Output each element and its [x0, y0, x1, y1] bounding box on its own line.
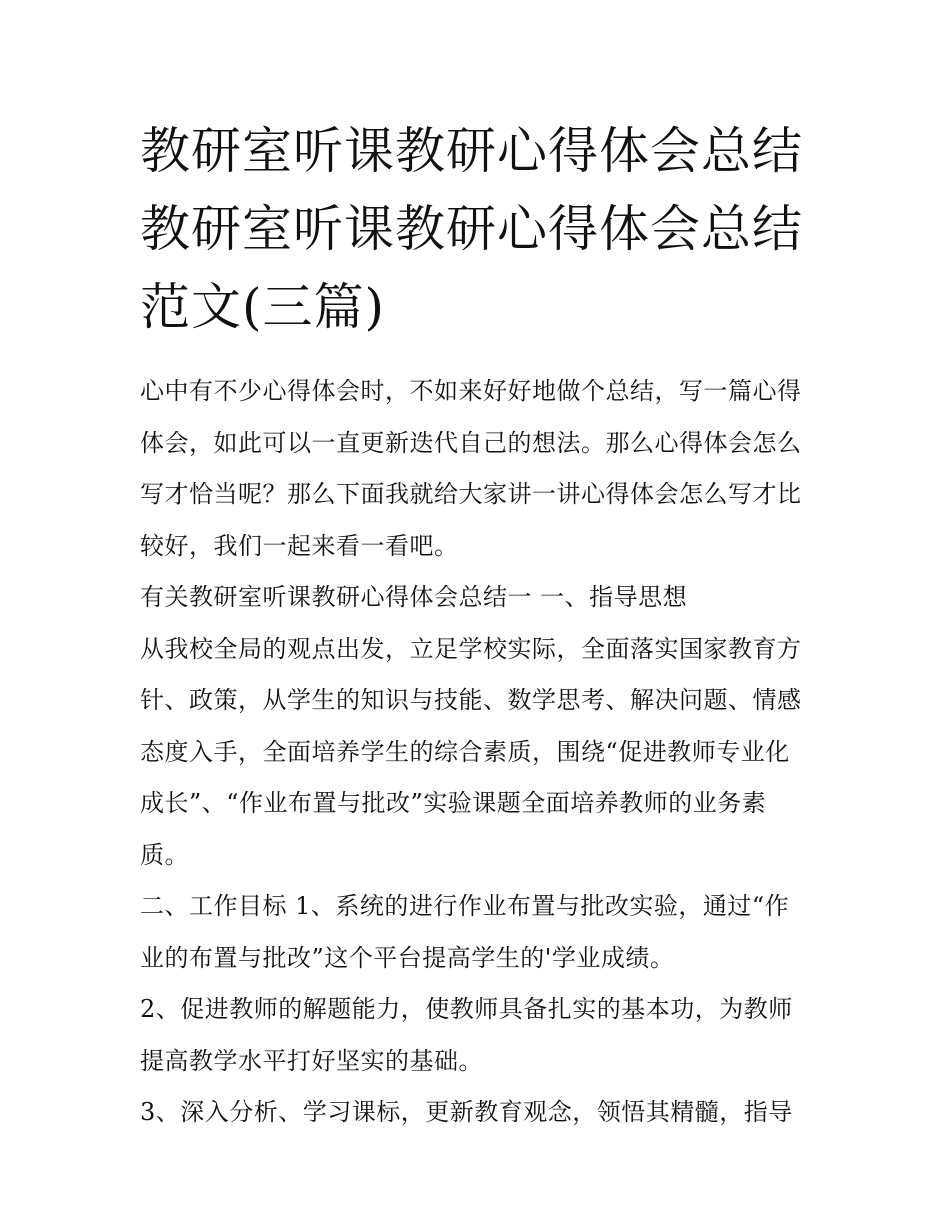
title-line: 范文(三篇) [140, 278, 386, 336]
body-line: 从我校全局的观点出发，立足学校实际，全面落实国家教育方 [140, 634, 802, 663]
body-line: 针、政策，从学生的知识与技能、数学思考、解决问题、情感 [140, 686, 802, 714]
body-line: 态度入手，全面培养学生的综合素质，围绕“促进教师专业化 [140, 737, 790, 766]
body-line: 成长”、“作业布置与批改”实验课题全面培养教师的业务素 [140, 789, 767, 817]
section-heading: 有关教研室听课教研心得体会总结一 一、指导思想 [140, 583, 688, 611]
body-line: 写才恰当呢？那么下面我就给大家讲一讲心得体会怎么写才比 [140, 480, 802, 508]
body-line: 3、深入分析、学习课标，更新教育观念，领悟其精髓，指导 [140, 1098, 793, 1126]
title-line: 教研室听课教研心得体会总结 [140, 122, 803, 180]
body-line: 心中有不少心得体会时，不如来好好地做个总结，写一篇心得 [140, 377, 802, 405]
body-line: 较好，我们一起来看一看吧。 [140, 531, 459, 560]
title-line: 教研室听课教研心得体会总结 [140, 200, 803, 258]
body-line: 质。 [140, 840, 189, 869]
body-line: 2、促进教师的解题能力，使教师具备扎实的基本功，为教师 [140, 995, 793, 1023]
body-line: 提高教学水平打好坚实的基础。 [140, 1046, 483, 1075]
body-line: 体会，如此可以一直更新迭代自己的想法。那么心得体会怎么 [140, 428, 802, 457]
body-line: 二、工作目标 1、系统的进行作业布置与批改实验，通过“作 [140, 892, 790, 920]
document-page [140, 112, 820, 1139]
document-body [140, 366, 820, 1139]
body-line: 业的布置与批改”这个平台提高学生的'学业成绩。 [140, 943, 675, 972]
document-title [140, 112, 820, 346]
